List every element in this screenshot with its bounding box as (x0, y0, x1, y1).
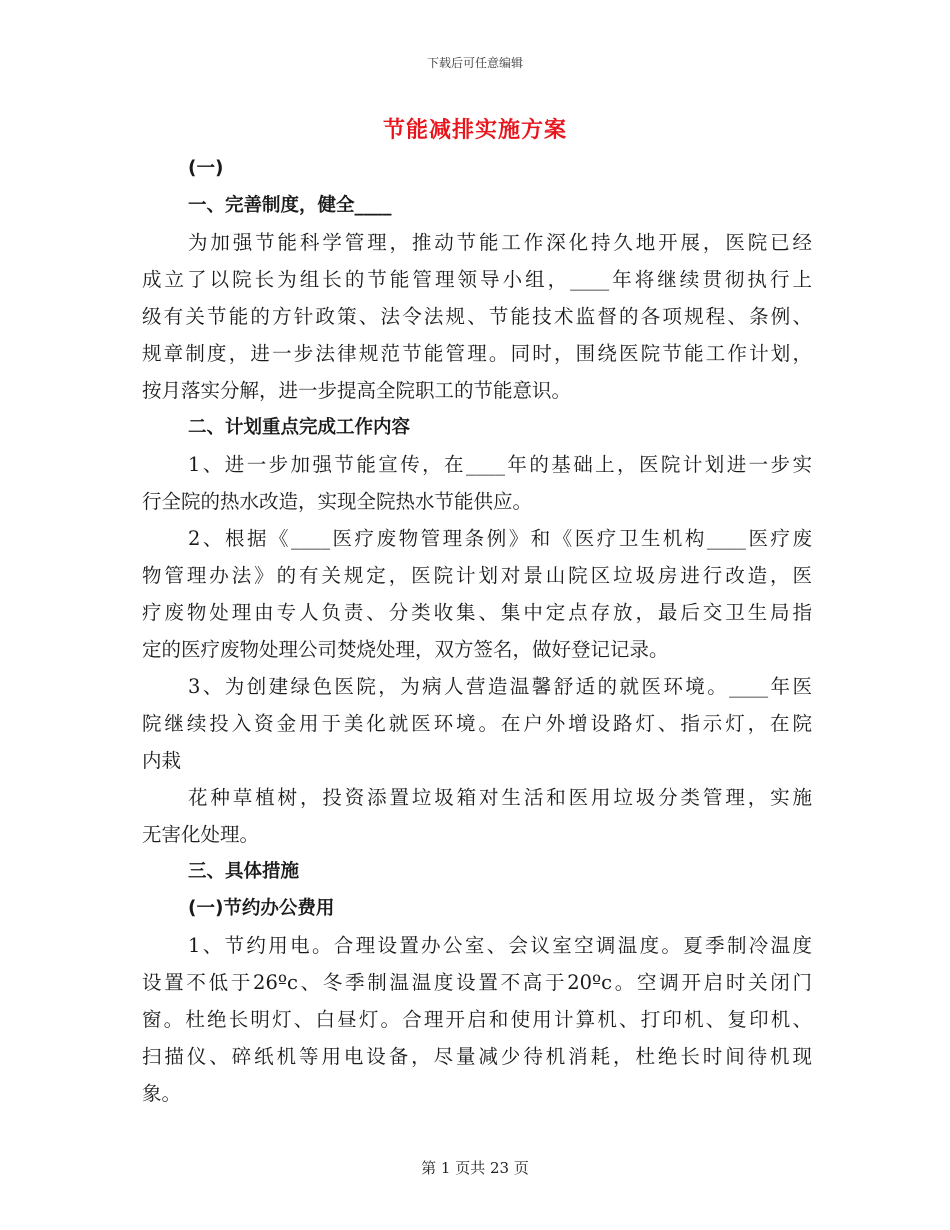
paragraph-line: 扫描仪、碎纸机等用电设备，尽量减少待机消耗，杜绝长时间待机现 (142, 1045, 812, 1068)
paragraph-line: 花种草植树，投资添置垃圾箱对生活和医用垃圾分类管理，实施 (188, 786, 812, 809)
header-note: 下载后可任意编辑 (426, 56, 523, 70)
document-body (142, 150, 812, 1112)
paragraph-line: 为加强节能科学管理，推动节能工作深化持久地开展，医院已经 (188, 231, 812, 254)
paragraph-line: 成立了以院长为组长的节能管理领导小组，____年将继续贯彻执行上 (142, 268, 812, 291)
paragraph-line: 3、为创建绿色医院，为病人营造温馨舒适的就医环境。____年医 (188, 675, 812, 698)
heading-2: 二、计划重点完成工作内容 (188, 417, 411, 438)
paragraph-line: 2、根据《____医疗废物管理条例》和《医疗卫生机构____医疗废 (188, 527, 812, 550)
document-title: 节能减排实施方案 (382, 118, 567, 143)
subheading: (一)节约办公费用 (188, 898, 335, 919)
paragraph-line: 设置不低于26ºc、冬季制温温度设置不高于20ºc。空调开启时关闭门 (142, 971, 812, 994)
paragraph-line: 级有关节能的方针政策、法令法规、节能技术监督的各项规程、条例、 (142, 305, 812, 328)
paragraph-line: 定的医疗废物处理公司焚烧处理，双方签名，做好登记记录。 (142, 638, 669, 661)
paragraph-line: 规章制度，进一步法律规范节能管理。同时，围绕医院节能工作计划， (142, 342, 812, 365)
heading-1: 一、完善制度，健全____ (188, 195, 392, 216)
paragraph-line: 按月落实分解，进一步提高全院职工的节能意识。 (142, 379, 572, 402)
paragraph-line: 窗。杜绝长明灯、白昼灯。合理开启和使用计算机、打印机、复印机、 (142, 1008, 812, 1031)
paragraph-line: 无害化处理。 (142, 823, 260, 846)
paragraph-line: 1、节约用电。合理设置办公室、会议室空调温度。夏季制冷温度 (188, 934, 812, 957)
paragraph-line: 院继续投入资金用于美化就医环境。在户外增设路灯、指示灯，在院 (142, 712, 812, 735)
paragraph-line: 疗废物处理由专人负责、分类收集、集中定点存放，最后交卫生局指 (142, 601, 812, 624)
heading-3: 三、具体措施 (188, 861, 300, 882)
paragraph-line: 象。 (142, 1082, 182, 1105)
paragraph-line: 内栽 (142, 749, 182, 772)
page-footer: 第 1 页共 23 页 (421, 1159, 529, 1177)
paragraph-line: 1、进一步加强节能宣传，在____年的基础上，医院计划进一步实 (188, 453, 812, 476)
paragraph-line: 行全院的热水改造，实现全院热水节能供应。 (142, 490, 533, 513)
section-marker: (一) (188, 158, 224, 179)
paragraph-line: 物管理办法》的有关规定，医院计划对景山院区垃圾房进行改造，医 (142, 564, 812, 587)
